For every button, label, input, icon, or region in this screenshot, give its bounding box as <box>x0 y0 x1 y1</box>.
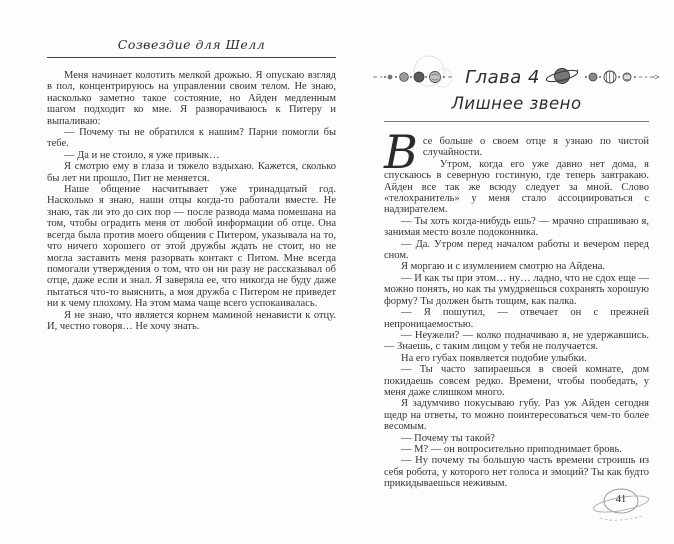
left-page <box>47 38 336 332</box>
chapter-subtitle: Лишнее звено <box>451 94 582 113</box>
header-rule <box>47 57 336 58</box>
left-page-body <box>47 70 336 332</box>
drop-cap: В <box>384 125 418 179</box>
paragraph: Наше общение насчитывает уже тринадцатый год. Насколько я знаю, наши отцы когда-то работали вместе. Не знаю, так ли это до сих пор — после развода мама помешана на том, чтобы оградить меня от любой информации об отце. Она всегда была против моего общения с Питером, указывала на то, что ничего хорошего от этой дружбы ждать не стоит, но не могла заставить меня разорвать контакт с Питом. Мне всегда помогали утверждения о том, что он ни разу не рассказывал об отце, даже если и знал. Я заверяла ее, что никогда не буду даже пытаться что-то выяснить, а моя дружба с Питером не приведет ни к чему плохому. На этом мама чаще всего успокаивалась. <box>47 184 336 310</box>
chapter-label: Глава 4 <box>465 66 540 88</box>
right-page <box>384 62 649 490</box>
running-title: Созвездие для Шелл <box>117 37 266 52</box>
paragraph: — Ну почему ты большую часть времени строишь из себя робота, у которого нет голоса и эмоций? Ты как будто прикидываешься неживым. <box>384 455 649 490</box>
planet-trail-left-icon <box>373 62 461 92</box>
paragraph: — Я пошутил, — отвечает он с прежней непроницаемостью. <box>384 307 649 330</box>
paragraph: — Ты часто запираешься в своей комнате, дом покидаешь совсем редко. Времени, чтобы пообедать, у меня даже слишком много. <box>384 364 649 398</box>
paragraph: — Ты хоть когда-нибудь ешь? — мрачно спрашиваю я, занимая место возле подоконника. <box>384 215 649 239</box>
paragraph: — Почему ты не обратился к нашим? Парни помогли бы тебе. <box>47 127 336 150</box>
paragraph: На его губах появляется подобие улыбки. <box>401 352 587 364</box>
page-number: 41 <box>615 494 627 505</box>
planet-trail-right-icon <box>584 62 660 92</box>
paragraph-text: се больше о своем отце я узнаю по чистой случайности. <box>422 136 649 159</box>
paragraph: Я моргаю и с изумлением смотрю на Айдена. <box>401 261 605 273</box>
paragraph: Я не знаю, что является корнем маминой ненависти к отцу. И, честно говоря… Не хочу знать. <box>47 309 336 332</box>
paragraph: — Да и не стоило, я уже привык… <box>64 149 220 161</box>
paragraph: — Да. Утром перед началом работы и вечером перед сном. <box>384 238 649 262</box>
paragraph: Я смотрю ему в глаза и тяжело вздыхаю. Кажется, сколько бы лет ни прошло, Пит не меняется. <box>47 161 336 184</box>
subtitle-rule <box>384 121 649 122</box>
paragraph: — Неужели? — колко подначиваю я, не удержавшись. — Знаешь, с таким лицом у тебя не получается. <box>384 329 649 353</box>
paragraph: Я задумчиво покусываю губу. Раз уж Айден сегодня щедр на ответы, то можно поинтересоваться чем-то более весомым. <box>384 398 649 433</box>
saturn-page-badge-icon <box>588 483 654 529</box>
chapter-ornament <box>384 62 649 92</box>
paragraph: — М? — он вопросительно приподнимает бровь. <box>401 443 622 455</box>
right-page-body <box>384 125 649 490</box>
paragraph: Утром, когда его уже давно нет дома, я спускаюсь в северную гостиную, где теперь завтракаю. Айден все так же всюду следует за мной. Слово «телохранитель» у меня стало ассоциироваться с надзирателем. <box>384 158 649 216</box>
paragraph: — И как ты при этом… ну… ладно, что не сдох еще — можно понять, но как ты умудряешься сохранять хорошую форму? Ты должен быть тощим, как палка. <box>384 272 649 307</box>
saturn-icon <box>544 63 580 91</box>
paragraph: — Почему ты такой? <box>401 432 495 444</box>
paragraph <box>384 125 649 179</box>
paragraph: Меня начинает колотить мелкой дрожью. Я опускаю взгляд в пол, концентрируюсь на управлении своим телом. Не знаю, насколько заметно такое состояние, но Айден медленным шагом подходит ко мне. Я разворачиваюсь к Питеру и выпаливаю: <box>47 70 336 127</box>
page-number-badge <box>588 483 654 529</box>
